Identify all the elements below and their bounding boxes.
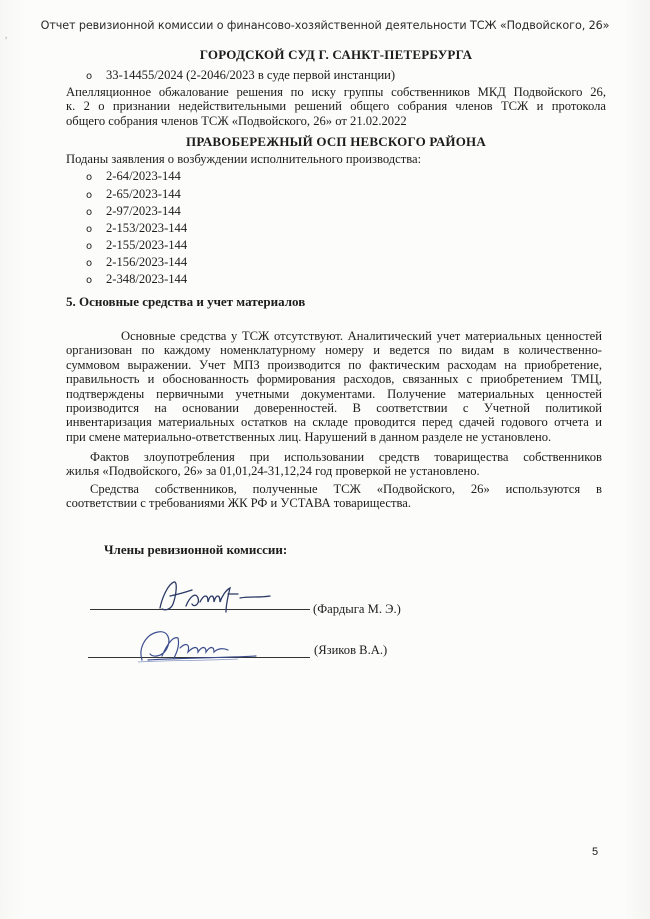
scan-artifact: , (5, 30, 8, 40)
member-2-name: (Язиков В.А.) (314, 643, 388, 657)
paragraph-line: Средства собственников, полученные ТСЖ «Подвойского, 26» используются в (90, 482, 602, 496)
paragraph-line: Фактов злоупотребления при использовании средств товарищества собственников (90, 450, 602, 464)
osp-intro (66, 152, 606, 166)
section-title: 5. Основные средства и учет материалов (66, 294, 306, 309)
case-number: 2-64/2023-144 (106, 169, 181, 183)
list-item (86, 272, 187, 287)
osp-intro-text: Поданы заявления о возбуждении исполнительного производства: (66, 152, 422, 166)
case-number: 2-348/2023-144 (106, 272, 188, 286)
paragraph-line: организован по каждому номенклатурному номеру и ведется по видам в количественно- (66, 343, 602, 358)
paragraph-line: Основные средства у ТСЖ отсутствуют. Аналитический учет материальных ценностей (121, 329, 602, 343)
list-item (86, 238, 187, 253)
case-number: 2-153/2023-144 (106, 221, 188, 235)
list-item (86, 204, 181, 219)
commission-title: Члены ревизионной комиссии: (104, 542, 288, 557)
paragraph-line: жилья «Подвойского, 26» за 01,01,24-31,12,24 год проверкой не установлено. (66, 464, 480, 479)
list-item (86, 169, 181, 184)
court-desc-line: общего собрания членов ТСЖ «Подвойского, 26» от 21.02.2022 (66, 113, 407, 128)
bullet-marker: o (86, 71, 93, 82)
paragraph-line: при смене материально-ответственных лиц. Нарушений в данном разделе не установлено. (66, 429, 552, 444)
court-desc-line: к. 2 о признании недействительными решений общего собрания членов ТСЖ и протокола (66, 99, 606, 114)
court-case-item (86, 68, 395, 83)
section5-paragraph-1 (66, 329, 602, 444)
case-number: 2-156/2023-144 (106, 255, 188, 269)
list-item (86, 187, 181, 202)
bullet-marker: o (86, 207, 93, 218)
bullet-marker: o (86, 241, 93, 252)
paragraph-line: производится на основании доверенностей. В соответствии с Учетной политикой (66, 401, 602, 416)
case-number: 2-97/2023-144 (106, 204, 181, 218)
list-item (86, 255, 187, 270)
court-title: ГОРОДСКОЙ СУД Г. САНКТ-ПЕТЕРБУРГА (199, 47, 473, 62)
paragraph-line: правильность и обоснованность формирования расходов, связанных с приобретением ТМЦ, (66, 372, 602, 387)
bullet-marker: o (86, 224, 93, 235)
bullet-marker: o (86, 172, 93, 183)
bullet-marker: o (86, 190, 93, 201)
court-case-number: 33-14455/2024 (2-2046/2023 в суде первой инстанции) (106, 68, 396, 82)
signature-1-image (140, 578, 290, 618)
paragraph-line: суммовом выражении. Учет МПЗ производится по фактическим расходам на приобретение, (66, 357, 602, 372)
court-description (66, 85, 606, 128)
paragraph-line: подтверждены первичными учетными документами. Получение материальных ценностей (66, 386, 602, 401)
case-number: 2-65/2023-144 (106, 187, 181, 201)
page-number: 5 (592, 846, 599, 858)
section5-paragraph-2 (66, 450, 602, 479)
member-1-name: (Фардыга М. Э.) (313, 602, 401, 616)
section5-paragraph-3 (66, 482, 602, 511)
page-header: Отчет ревизионной комиссии о финансово-хозяйственной деятельности ТСЖ «Подвойского, 26» (40, 19, 610, 32)
bullet-marker: o (86, 275, 93, 286)
bullet-marker: o (86, 258, 93, 269)
osp-title: ПРАВОБЕРЕЖНЫЙ ОСП НЕВСКОГО РАЙОНА (186, 134, 486, 149)
paragraph-line: соответствии с требованиями ЖК РФ и УСТАВА товарищества. (66, 496, 411, 511)
list-item (86, 221, 187, 236)
court-desc-line: Апелляционное обжалование решения по иску группы собственников МКД Подвойского 26, (66, 85, 606, 99)
paragraph-line: инвентаризация материальных остатков на складе проводится перед сдачей годового отчета и (66, 415, 602, 430)
signature-2-image (128, 626, 268, 666)
case-number: 2-155/2023-144 (106, 238, 188, 252)
